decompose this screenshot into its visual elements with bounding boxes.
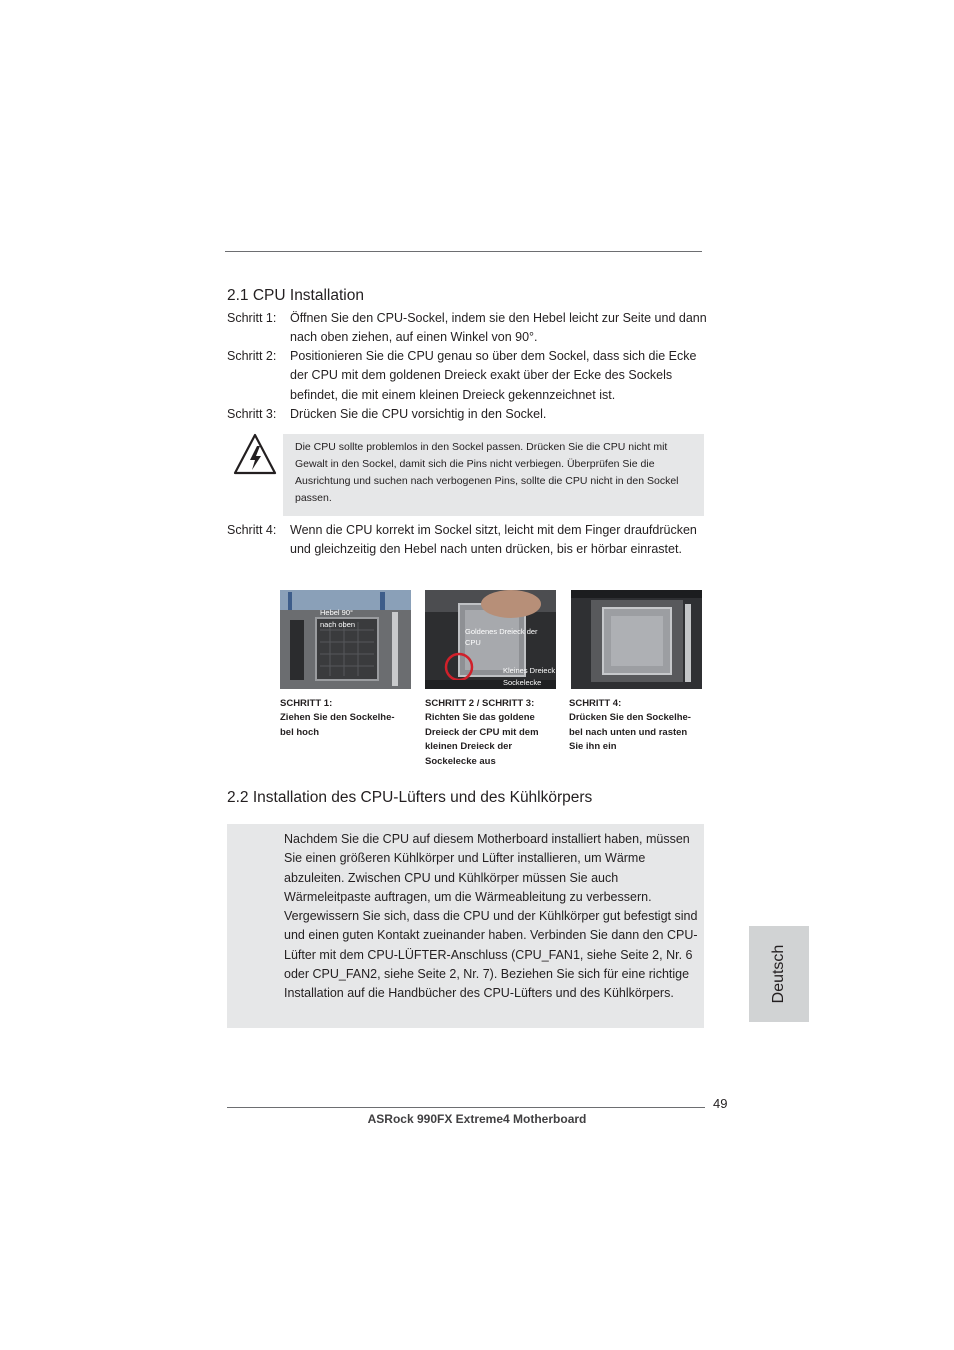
socket-lever-down-image	[571, 590, 702, 689]
caption-title: SCHRITT 2 / SCHRITT 3:	[425, 698, 535, 709]
step-2	[227, 347, 707, 407]
figure-caption-2	[425, 697, 565, 769]
figure-caption-3	[569, 697, 709, 755]
page-number: 49	[713, 1096, 728, 1111]
photo-overlay-label: CPU	[465, 638, 481, 647]
fan-installation-text: Nachdem Sie die CPU auf diesem Motherboard installiert haben, müssen Sie einen größeren Kühlkörper und Lüfter installieren, um Wärme abzuleiten. Zwischen CPU und Kühlkörper müssen Sie auch Wärmeleitpaste auftragen, um die Wärmeableitung zu verbessern. Vergewissern Sie sich, dass die CPU und der Kühlkörper gut befestigt sind und einen guten Kontakt zueinander haben. Verbinden Sie dann den CPU-Lüfter mit dem CPU-LÜFTER-Anschluss (CPU_FAN1, siehe Seite 2, Nr. 6 oder CPU_FAN2, siehe Seite 2, Nr. 7). Beziehen Sie sich für eine richtige Installation auf die Handbücher des CPU-Lüfters und des Kühlkörpers.	[284, 832, 698, 1001]
step-1	[227, 309, 707, 349]
photo-step-2-3	[425, 590, 556, 689]
photo-overlay-label: nach oben	[320, 620, 356, 629]
caption-title: SCHRITT 4:	[569, 698, 622, 709]
step-3	[227, 405, 707, 425]
figure-caption-1	[280, 697, 420, 740]
step-4	[227, 521, 707, 581]
photo-overlay-label: Goldenes Dreieck der	[465, 627, 538, 636]
step-label: Schritt 3:	[227, 407, 277, 421]
caption-text: Richten Sie das goldene Dreieck der CPU mit dem kleinen Dreieck der Sockelecke aus	[425, 712, 539, 767]
language-tab	[749, 926, 809, 1022]
footer-rule	[227, 1107, 705, 1108]
language-tab-label: Deutsch	[770, 944, 787, 1004]
step-label: Schritt 2:	[227, 349, 277, 363]
step-text: Positionieren Sie die CPU genau so über dem Sockel, dass sich die Ecke der CPU mit dem goldenen Dreieck exakt über der Ecke des Sockels befindet, die mit einem kleinen Dreieck gekennzeichnet ist.	[290, 349, 697, 402]
fan-installation-box	[227, 824, 704, 1028]
step-text: Öffnen Sie den CPU-Sockel, indem sie den Hebel leicht zur Seite und dann nach oben ziehen, auf einen Winkel von 90°.	[290, 311, 707, 345]
photo-overlay-label: Kleines Dreieck	[503, 666, 556, 675]
warning-text: Die CPU sollte problemlos in den Sockel passen. Drücken Sie die CPU nicht mit Gewalt in den Sockel, damit sich die Pins nicht verbiegen. Überprüfen Sie die Ausrichtung und suchen nach verbogenen Pins, sollte die CPU nicht in den Sockel passen.	[295, 441, 679, 504]
section-title-cpu-installation: 2.1 CPU Installation	[227, 287, 364, 304]
step-label: Schritt 4:	[227, 523, 277, 537]
warning-lightning-icon	[233, 433, 277, 475]
photo-step-4	[571, 590, 702, 689]
step-text: Wenn die CPU korrekt im Sockel sitzt, leicht mit dem Finger draufdrücken und gleichzeitig den Hebel nach unten drücken, bis er hörbar einrastet.	[290, 523, 697, 557]
caption-text: Ziehen Sie den Sockelhe- bel hoch	[280, 712, 395, 738]
caption-title: SCHRITT 1:	[280, 698, 333, 709]
warning-box	[283, 434, 704, 516]
step-label: Schritt 1:	[227, 311, 277, 325]
photo-overlay-label: Sockelecke	[503, 678, 542, 687]
section-title-fan-heatsink: 2.2 Installation des CPU-Lüfters und des Kühlkörpers	[227, 789, 593, 806]
socket-lever-up-image	[280, 590, 411, 689]
step-text: Drücken Sie die CPU vorsichtig in den Sockel.	[290, 407, 547, 421]
caption-text: Drücken Sie den Sockelhe- bel nach unten und rasten Sie ihn ein	[569, 712, 691, 753]
footer-product-name: ASRock 990FX Extreme4 Motherboard	[367, 1112, 587, 1126]
photo-overlay-label: Hebel 90°	[320, 608, 354, 617]
header-rule	[225, 251, 702, 252]
photo-step-1	[280, 590, 411, 689]
